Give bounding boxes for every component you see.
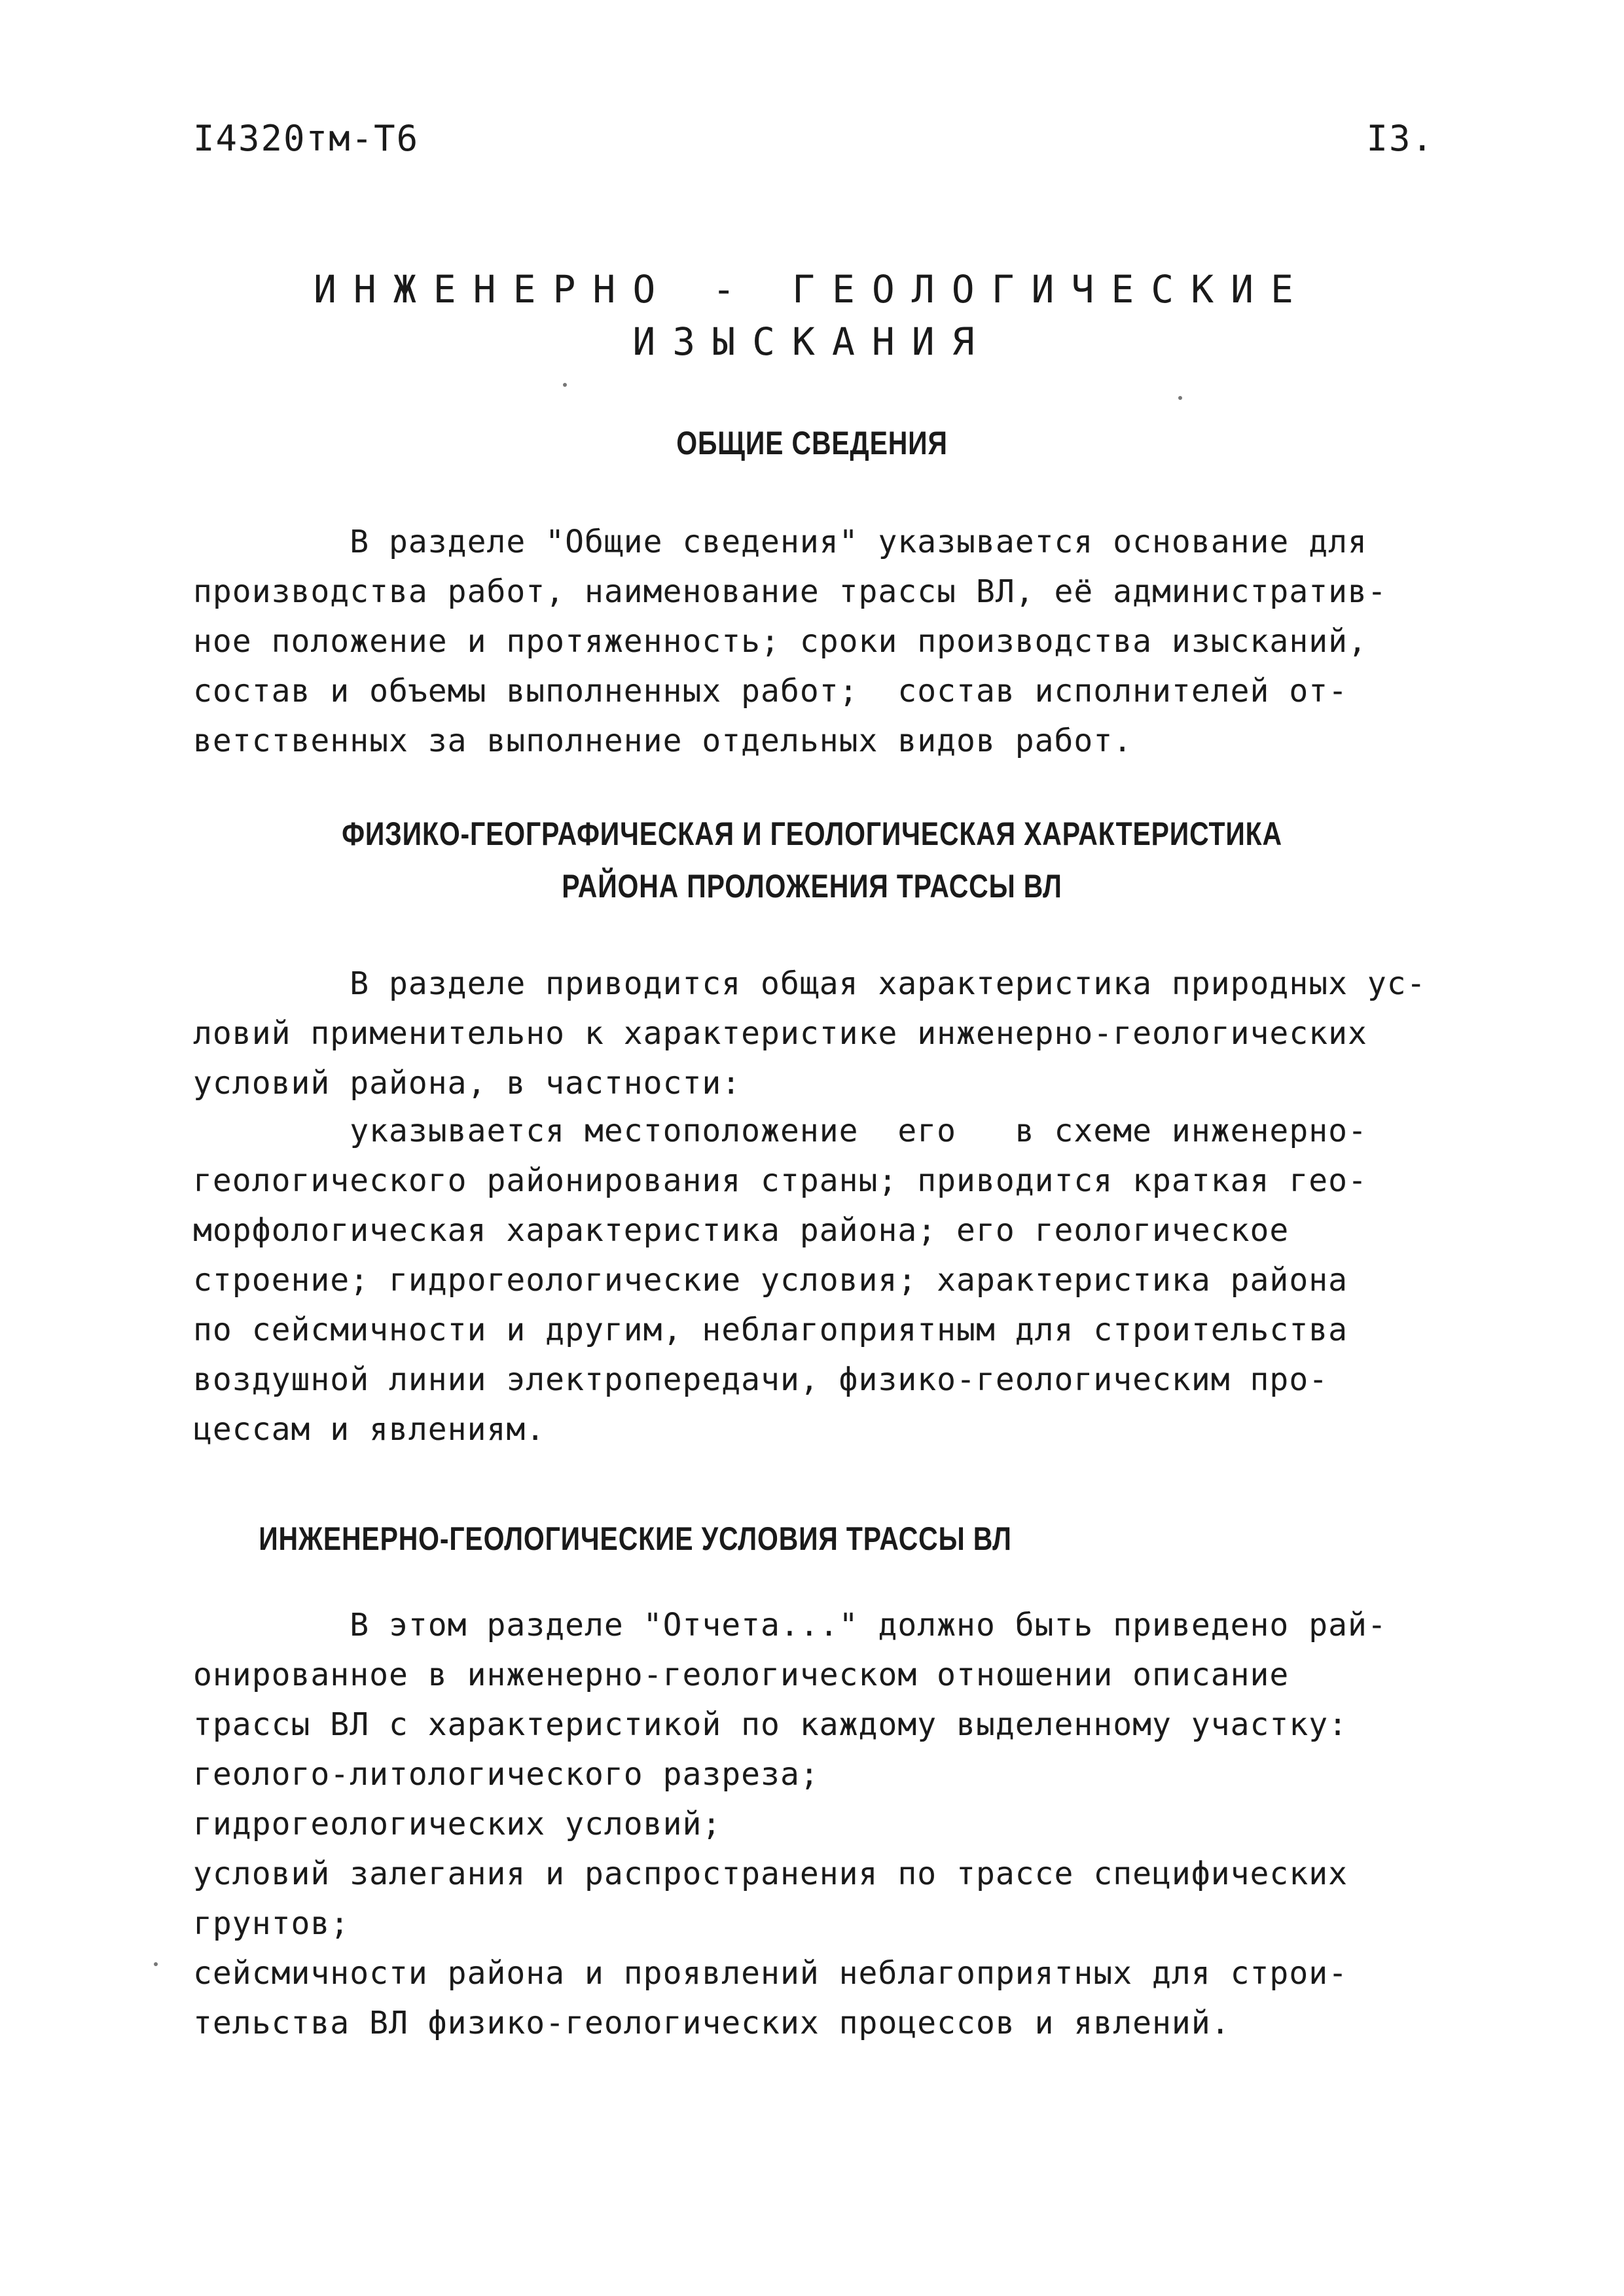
section-heading-general: ОБЩИЕ СВЕДЕНИЯ	[676, 425, 948, 461]
section-text-physgeo: указывается местоположение его в схеме инженерно- геологического районирования страны; приводится краткая гео- морфологическая характеристика района; его геологическое строение; гидрогеологические условия; характеристика района по сейсмичности и другим, неблагоприятным для строительства воздушной линии электропередачи, физико-геологическим про- цессам и явлениям.	[193, 1113, 1367, 1448]
section-text-general: В разделе "Общие сведения" указывается основание для производства работ, наименование трассы ВЛ, её административ- ное положение и протяженность; сроки производства изысканий, состав и объемы выполненных работ; состав исполнителей от- ветственных за выполнение отдельных видов работ.	[193, 524, 1387, 759]
section-text-engineering: В этом разделе "Отчета..." должно быть приведено рай- онированное в инженерно-геологическом отношении описание трассы ВЛ с характеристикой по каждому выделенному участку: геолого-литологического разреза; гидрогеологических условий; условий залегания и распространения по трассе специфических грунтов; сейсмичности района и проявлений неблагоприятных для строи- тельства ВЛ физико-геологических процессов и явлений.	[193, 1607, 1387, 2041]
section-heading-engineering: ИНЖЕНЕРНО-ГЕОЛОГИЧЕСКИЕ УСЛОВИЯ ТРАССЫ ВЛ	[259, 1520, 1012, 1557]
page-title-line-1: ИНЖЕНЕРНО - ГЕОЛОГИЧЕСКИЕ	[314, 267, 1310, 312]
document-code: I4320тм-Т6	[193, 118, 420, 159]
scan-speck	[1178, 396, 1182, 400]
page-number: I3.	[1366, 118, 1434, 159]
section-heading-physgeo-line-1: ФИЗИКО-ГЕОГРАФИЧЕСКАЯ И ГЕОЛОГИЧЕСКАЯ ХАРАКТЕРИСТИКА	[342, 816, 1282, 852]
scan-speck	[154, 1962, 158, 1966]
page-title-line-2: ИЗЫСКАНИЯ	[632, 319, 992, 364]
scan-speck	[563, 383, 567, 387]
section-intro-physgeo: В разделе приводится общая характеристика природных ус- ловий применительно к характеристике инженерно-геологических условий района, в частности:	[193, 965, 1426, 1102]
section-heading-physgeo-line-2: РАЙОНА ПРОЛОЖЕНИЯ ТРАССЫ ВЛ	[562, 868, 1062, 905]
